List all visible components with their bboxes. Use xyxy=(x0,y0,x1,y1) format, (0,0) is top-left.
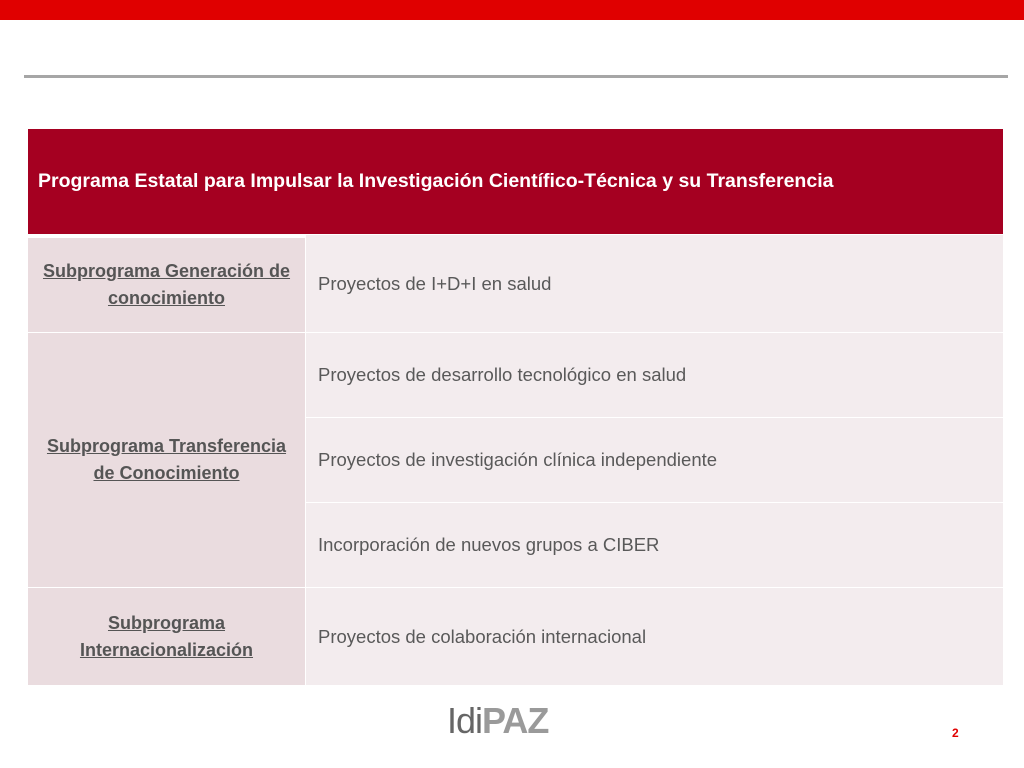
idipaz-logo xyxy=(447,700,548,742)
proyecto-cell: Proyectos de colaboración internacional xyxy=(306,588,1003,685)
proyecto-cell: Proyectos de desarrollo tecnológico en salud xyxy=(306,333,1003,417)
title-divider xyxy=(24,75,1008,78)
subprograma-generacion-link[interactable]: Subprograma Generación de conocimiento xyxy=(42,261,291,308)
subprograma-transferencia-link[interactable]: Subprograma Transferencia de Conocimiento xyxy=(46,436,287,483)
subprograma-internacionalizacion-link[interactable]: Subprograma Internacionalización xyxy=(79,612,254,660)
proyecto-cell: Proyectos de I+D+I en salud xyxy=(306,235,1003,332)
table-header: Programa Estatal para Impulsar la Investigación Científico-Técnica y su Transferencia xyxy=(28,129,1003,234)
subprograma-generacion-cell xyxy=(28,235,305,332)
subprograma-internacionalizacion-cell xyxy=(28,588,305,685)
logo-text-paz: PAZ xyxy=(482,700,549,741)
proyecto-cell: Incorporación de nuevos grupos a CIBER xyxy=(306,503,1003,587)
logo-text-idi: Idi xyxy=(447,700,483,741)
programa-table xyxy=(28,129,1003,685)
table-body xyxy=(28,235,1003,685)
subprograma-transferencia-cell xyxy=(28,333,305,587)
proyecto-cell: Proyectos de investigación clínica independiente xyxy=(306,418,1003,502)
top-accent-bar xyxy=(0,0,1024,20)
page-number: 2 xyxy=(952,726,959,740)
